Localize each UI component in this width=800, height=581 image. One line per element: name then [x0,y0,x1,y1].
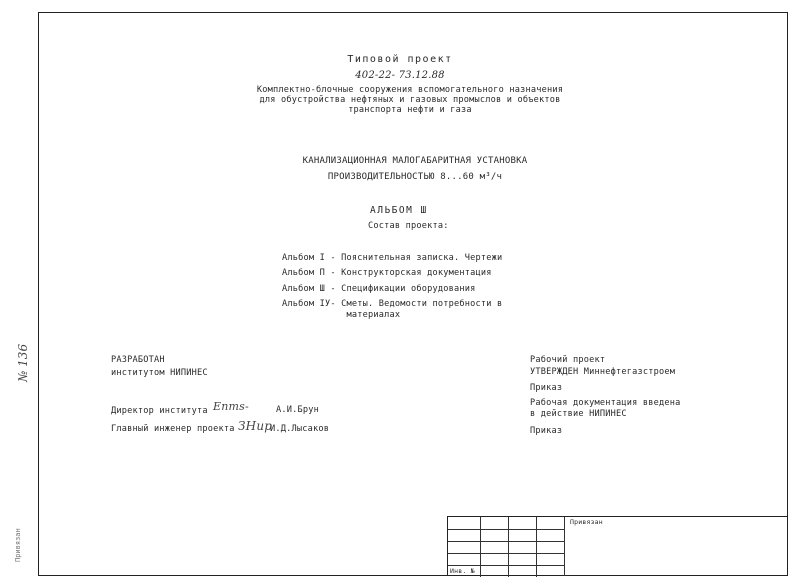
project-type: Типовой проект [347,54,453,65]
stamp-col-3 [536,517,537,577]
contents-heading: Состав проекта: [368,221,449,231]
stamp-row-4 [448,565,564,566]
developer-institute: институтом НИПИНЕС [111,368,208,378]
approval-line-1: Рабочий проект [530,355,606,365]
approval-line-6: Приказ [530,426,563,436]
director-signature: Enms- [213,400,249,413]
album-item-1: Альбом I - Пояснительная записка. Чертежи [282,253,503,263]
stamp-col-1 [480,517,481,577]
approval-line-4: Рабочая документация введена [530,398,681,408]
album-item-3: Альбом Ш - Спецификации оборудования [282,284,476,294]
approval-line-3: Приказ [530,383,563,393]
director-name: А.И.Брун [276,405,319,415]
project-number: 402-22- 73.12.88 [355,70,445,81]
engineer-role: Главный инженер проекта [111,424,235,434]
stamp-divider [564,517,565,576]
stamp-inv-label: Инв. № [450,567,475,575]
margin-number: № 136 [16,343,30,382]
description-line-1: Комплектно-блочные сооружения вспомогательного назначения [256,85,564,95]
album-item-4-continued: материалах [282,310,401,320]
stamp-col-2 [508,517,509,577]
album-item-2: Альбом П - Конструкторская документация [282,268,492,278]
director-role: Директор института [111,406,208,416]
engineer-name: И.Д.Лысаков [270,424,330,434]
stamp-row-2 [448,541,564,542]
stamp-block [447,516,788,576]
engineer-signature: ЗНир [238,419,273,433]
stamp-row-3 [448,553,564,554]
description-line-3: транспорта нефти и газа [348,105,472,115]
album-item-4: Альбом IУ- Сметы. Ведомости потребности в [282,299,503,309]
title-line-2: ПРОИЗВОДИТЕЛЬНОСТЬЮ 8...60 м³/ч [327,172,503,182]
description-line-2: для обустройства нефтяных и газовых промыслов и объектов [259,95,561,105]
approval-line-5: в действие НИПИНЕС [530,409,627,419]
developer-heading: РАЗРАБОТАН [111,355,165,365]
stamp-row-1 [448,529,564,530]
title-line-1: КАНАЛИЗАЦИОННАЯ МАЛОГАБАРИТНАЯ УСТАНОВКА [302,156,528,166]
margin-vertical-note: Привязан [14,528,22,562]
stamp-tied-label: Привязан [570,518,603,526]
album-label: АЛЬБОМ Ш [370,205,428,216]
approval-line-2: УТВЕРЖДЕН Миннефтегазстроем [530,367,676,377]
